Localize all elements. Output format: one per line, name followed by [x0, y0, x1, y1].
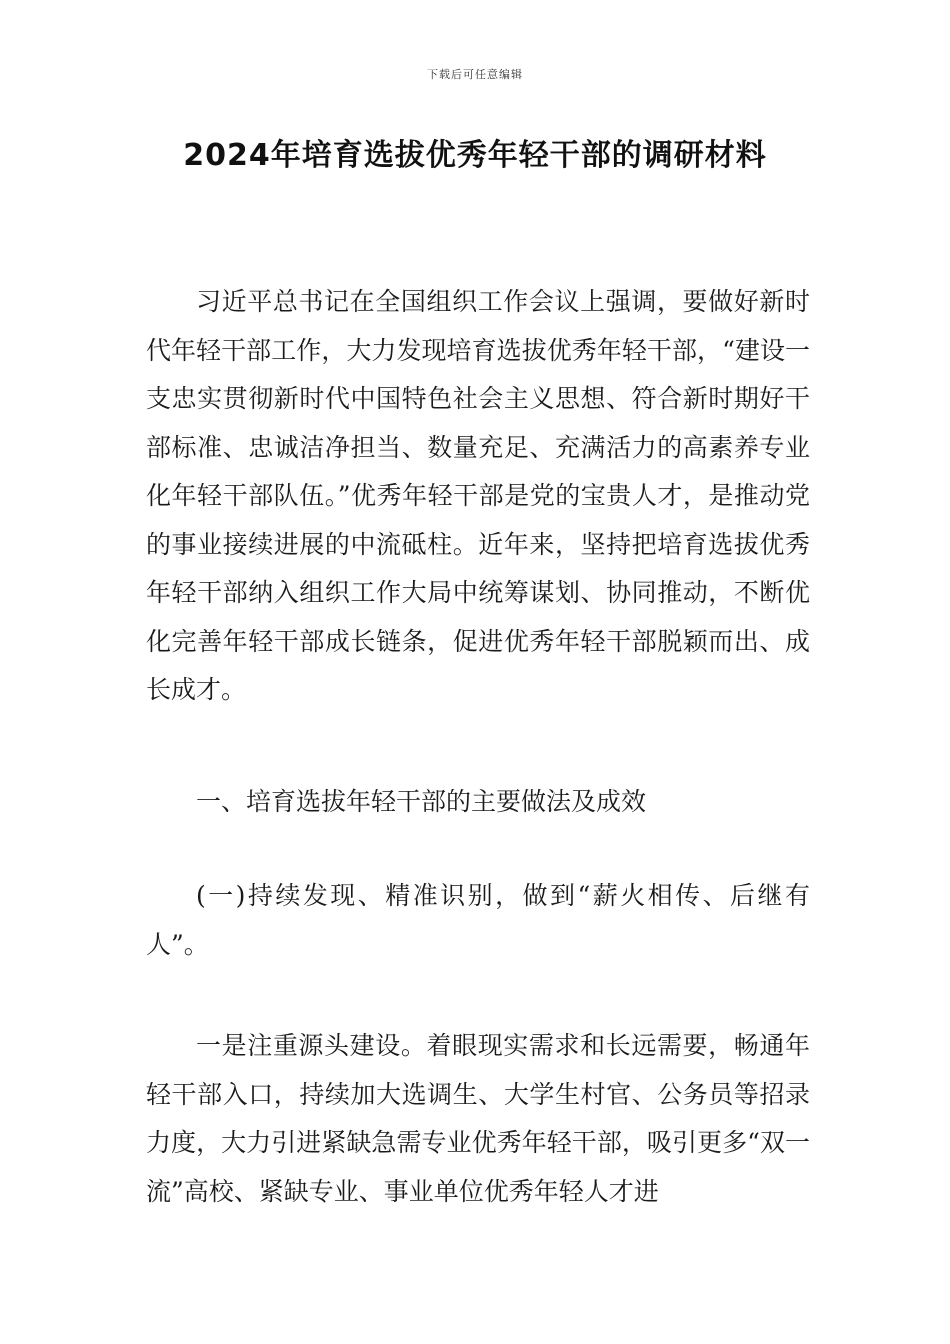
document-title: 2024年培育选拔优秀年轻干部的调研材料: [183, 138, 767, 173]
section-heading: 一、培育选拔年轻干部的主要做法及成效: [196, 787, 647, 816]
header-note: 下载后可任意编辑: [427, 68, 523, 81]
subsection-paragraph: (一)持续发现、精准识别，做到“薪火相传、后继有人”。: [146, 881, 810, 959]
intro-paragraph: 习近平总书记在全国组织工作会议上强调，要做好新时代年轻干部工作，大力发现培育选拔优秀年轻干部，“建设一支忠实贯彻新时代中国特色社会主义思想、符合新时期好干部标准、忠诚洁净担当、数量充足、充满活力的高素养专业化年轻干部队伍。”优秀年轻干部是党的宝贵人才，是推动党的事业接续进展的中流砥柱。近年来，坚持把培育选拔优秀年轻干部纳入组织工作大局中统筹谋划、协同推动，不断优化完善年轻干部成长链条，促进优秀年轻干部脱颖而出、成长成才。: [146, 287, 810, 704]
point-paragraph: 一是注重源头建设。着眼现实需求和长远需要，畅通年轻干部入口，持续加大选调生、大学生村官、公务员等招录力度，大力引进紧缺急需专业优秀年轻干部，吸引更多“双一流”高校、紧缺专业、事业单位优秀年轻人才进: [146, 1031, 810, 1206]
